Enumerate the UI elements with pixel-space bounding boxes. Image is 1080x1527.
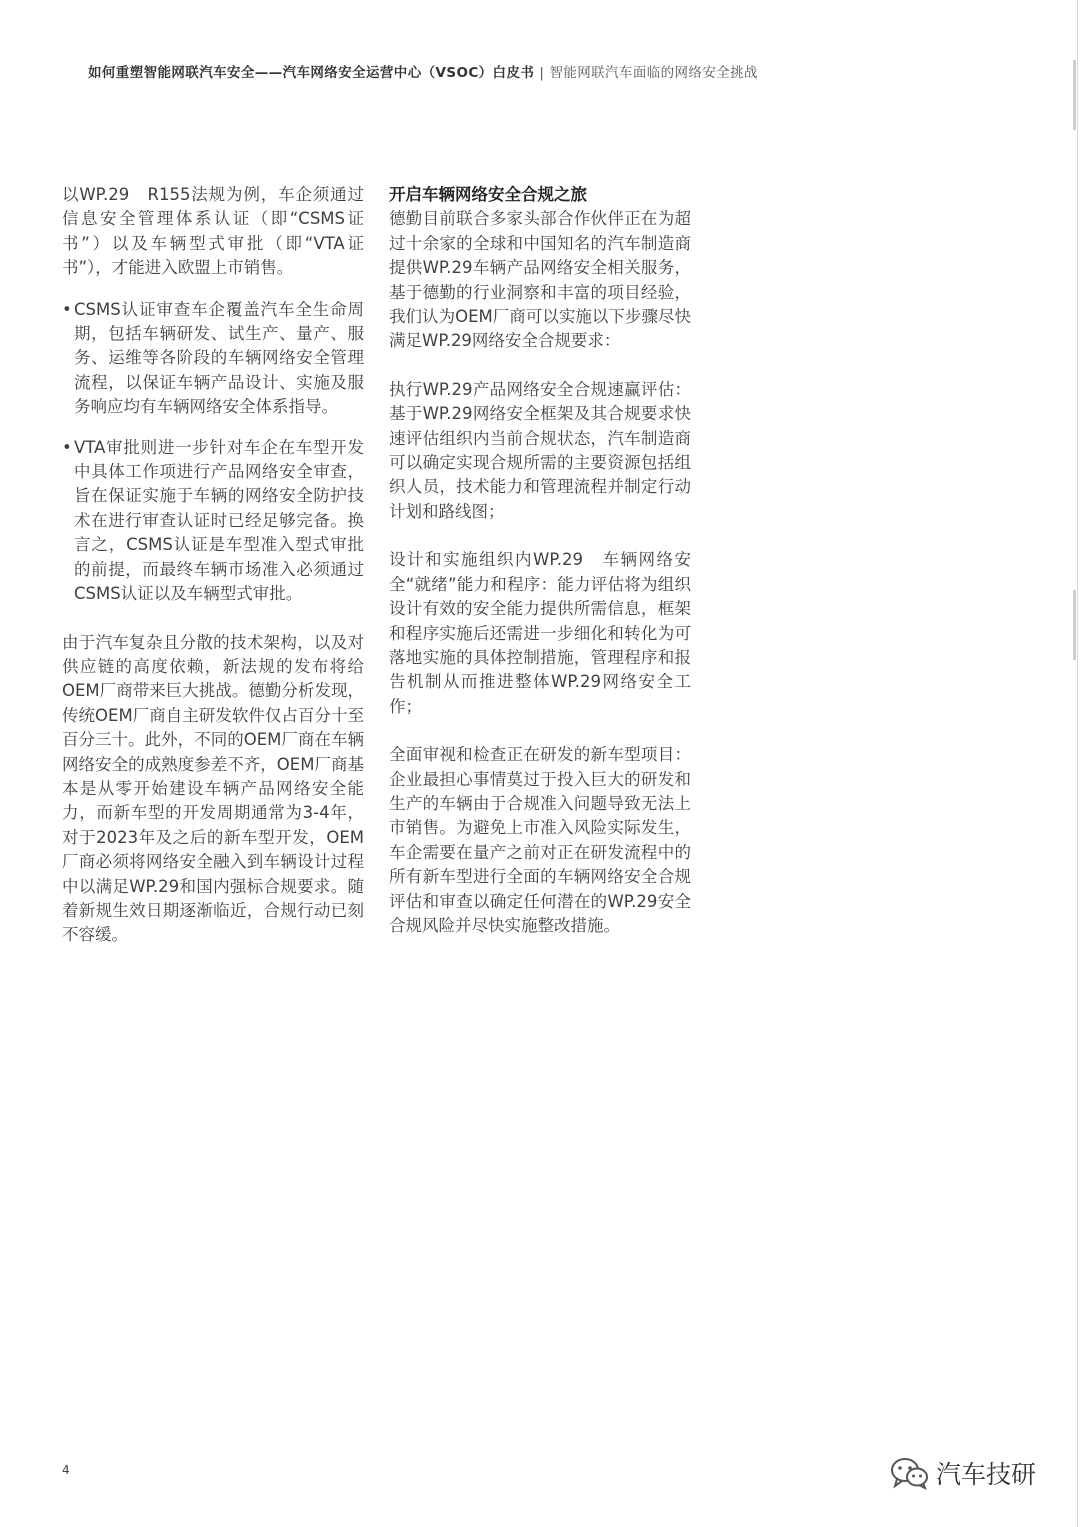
wechat-icon	[890, 1456, 930, 1490]
watermark	[890, 1455, 1036, 1491]
step-paragraph-2: 设计和实施组织内WP.29 车辆网络安全“就绪”能力和程序：能力评估将为组织设计有效的安全能力提供所需信息，框架和程序实施后还需进一步细化和转化为可落地实施的具体控制措施，管理程序和报告机制从而推进整体WP.29网络安全工作；	[389, 550, 691, 716]
section-heading: 开启车辆网络安全合规之旅	[389, 185, 587, 204]
page-edge-mark	[1073, 590, 1076, 660]
header-section: 智能网联汽车面临的网络安全挑战	[549, 65, 758, 81]
running-header	[88, 61, 988, 81]
header-separator: |	[539, 65, 545, 81]
step-paragraph-3: 全面审视和检查正在研发的新车型项目：企业最担心事情莫过于投入巨大的研发和生产的车辆由于合规准入问题导致无法上市销售。为避免上市准入风险实际发生，车企需要在量产之前对正在研发流程中的所有新车型进行全面的车辆网络安全合规评估和审查以确定任何潜在的WP.29安全合规风险并尽快实施整改措施。	[389, 745, 691, 935]
step-paragraph-1: 执行WP.29产品网络安全合规速赢评估：基于WP.29网络安全框架及其合规要求快速评估组织内当前合规状态，汽车制造商可以确定实现合规所需的主要资源包括组织人员，技术能力和管理流程并制定行动计划和路线图；	[389, 379, 691, 521]
right-column	[389, 183, 691, 938]
left-closing-paragraph: 由于汽车复杂且分散的技术架构，以及对供应链的高度依赖，新法规的发布将给OEM厂商带来巨大挑战。德勤分析发现，传统OEM厂商自主研发软件仅占百分十至百分三十。此外，不同的OEM厂商在车辆网络安全的成熟度参差不齐，OEM厂商基本是从零开始建设车辆产品网络安全能力，而新车型的开发周期通常为3-4年，对于2023年及之后的新车型开发，OEM厂商必须将网络安全融入到车辆设计过程中以满足WP.29和国内强标合规要求。随着新规生效日期逐渐临近，合规行动已刻不容缓。	[62, 632, 364, 945]
bullet-list	[62, 298, 364, 607]
bullet-item	[62, 298, 364, 420]
bullet-dot-icon: •	[62, 299, 72, 319]
bullet-item	[62, 436, 364, 607]
page-edge-line	[1077, 0, 1078, 1527]
page-number: 4	[62, 1463, 70, 1477]
page-edge-mark	[1073, 60, 1076, 130]
left-intro-paragraph: 以WP.29 R155法规为例，车企须通过信息安全管理体系认证（即“CSMS证书”）以及车辆型式审批（即“VTA证书”），才能进入欧盟上市销售。	[62, 185, 364, 278]
bullet-dot-icon: •	[62, 437, 72, 457]
left-column	[62, 183, 364, 948]
watermark-text: 汽车技研	[936, 1460, 1037, 1489]
header-title: 如何重塑智能网联汽车安全——汽车网络安全运营中心（VSOC）白皮书	[88, 65, 535, 81]
bullet-text: VTA审批则进一步针对车企在车型开发中具体工作项进行产品网络安全审查，旨在保证实施于车辆的网络安全防护技术在进行审查认证时已经足够完备。换言之，CSMS认证是车型准入型式审批的前提，而最终车辆市场准入必须通过CSMS认证以及车辆型式审批。	[74, 437, 364, 604]
right-intro-paragraph: 德勤目前联合多家头部合作伙伴正在为超过十余家的全球和中国知名的汽车制造商提供WP.29车辆产品网络安全相关服务，基于德勤的行业洞察和丰富的项目经验，我们认为OEM厂商可以实施以下步骤尽快满足WP.29网络安全合规要求：	[389, 209, 691, 351]
bullet-text: CSMS认证审查车企覆盖汽车全生命周期，包括车辆研发、试生产、量产、服务、运维等各阶段的车辆网络安全管理流程，以保证车辆产品设计、实施及服务响应均有车辆网络安全体系指导。	[74, 299, 364, 417]
